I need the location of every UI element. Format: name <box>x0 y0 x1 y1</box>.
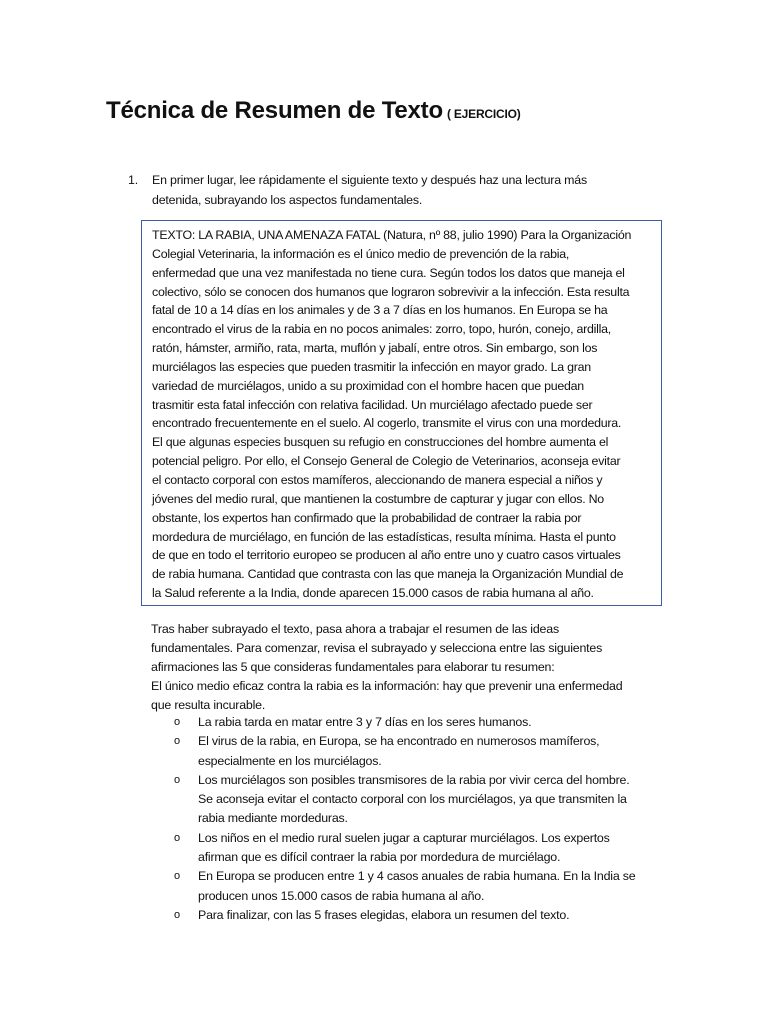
list-item <box>174 771 674 829</box>
text-line: la Salud referente a la India, donde aparecen 15.000 casos de rabia humana al año. <box>152 586 594 601</box>
list-item-text <box>198 713 674 732</box>
list-item-line: Los murciélagos son posibles transmisores de la rabia por vivir cerca del hombre. <box>198 772 630 787</box>
source-text-box <box>141 220 662 606</box>
list-item <box>174 829 674 868</box>
list-item-text <box>198 829 674 868</box>
step-instructions <box>152 170 652 210</box>
text-line: Colegial Veterinaria, la información es el único medio de prevención de la rabia, <box>152 246 570 261</box>
list-item <box>174 867 674 906</box>
text-line: encontrado el virus de la rabia en no pocos animales: zorro, topo, hurón, conejo, ardilla, <box>152 322 611 337</box>
bullet-marker-icon: o <box>174 735 180 748</box>
step-line: En primer lugar, lee rápidamente el siguiente texto y después haz una lectura más <box>152 173 587 187</box>
step-line: detenida, subrayando los aspectos fundamentales. <box>152 193 423 207</box>
list-item-text <box>198 906 674 925</box>
source-text <box>152 226 657 603</box>
list-item <box>174 713 674 732</box>
instruction-line: que resulta incurable. <box>151 698 266 712</box>
text-line: obstante, los expertos han confirmado que la probabilidad de contraer la rabia por <box>152 510 582 525</box>
bullet-marker-icon: o <box>174 773 180 786</box>
list-item-line: En Europa se producen entre 1 y 4 casos anuales de rabia humana. En la India se <box>198 869 636 884</box>
instruction-line: afirmaciones las 5 que consideras fundamentales para elaborar tu resumen: <box>151 660 555 674</box>
step-number: 1. <box>128 173 138 187</box>
text-line: el contacto corporal con estos mamíferos, aleccionando de manera especial a niños y <box>152 472 603 487</box>
list-item <box>174 732 674 771</box>
list-item-line: Para finalizar, con las 5 frases elegidas, elabora un resumen del texto. <box>198 907 570 922</box>
list-item-line: La rabia tarda en matar entre 3 y 7 días en los seres humanos. <box>198 715 532 729</box>
text-line: El que algunas especies busquen su refugio en construcciones del hombre aumenta el <box>152 435 609 450</box>
list-item-line: El virus de la rabia, en Europa, se ha encontrado en numerosos mamíferos, <box>198 734 600 749</box>
list-item-line: rabia mediante mordeduras. <box>198 811 348 826</box>
text-line: TEXTO: LA RABIA, UNA AMENAZA FATAL (Natura, nº 88, julio 1990) Para la Organización <box>152 228 632 242</box>
text-line: variedad de murciélagos, unido a su proximidad con el hombre hacen que puedan <box>152 378 584 393</box>
text-line: mordedura de murciélago, en función de las estadísticas, resulta mínima. Hasta el punto <box>152 529 616 544</box>
instruction-line: El único medio eficaz contra la rabia es la información: hay que prevenir una enfermedad <box>151 679 623 693</box>
text-line: murciélagos las especies que pueden trasmitir la infección en mayor grado. La gran <box>152 359 591 374</box>
list-item-text <box>198 867 674 906</box>
summary-instructions <box>151 620 671 715</box>
text-line: colectivo, sólo se conocen dos humanos que lograron sobrevivir a la infección. Esta resulta <box>152 284 630 299</box>
text-line: encontrado frecuentemente en el suelo. Al cogerlo, transmite el virus con una mordedura. <box>152 416 622 431</box>
bullet-marker-icon: o <box>174 908 180 921</box>
text-line: potencial peligro. Por ello, el Consejo General de Colegio de Veterinarios, aconseja evitar <box>152 454 621 469</box>
page-title <box>106 97 521 125</box>
title-subtitle: ( EJERCICIO) <box>446 107 521 121</box>
list-item-line: Se aconseja evitar el contacto corporal con los murciélagos, ya que transmiten la <box>198 792 627 807</box>
statement-list <box>174 713 674 925</box>
text-line: de rabia humana. Cantidad que contrasta con las que maneja la Organización Mundial de <box>152 567 624 582</box>
text-line: fatal de 10 a 14 días en los animales y de 3 a 7 días en los humanos. En Europa se ha <box>152 303 608 318</box>
list-item-line: producen unos 15.000 casos de rabia humana al año. <box>198 888 485 903</box>
text-line: trasmitir esta fatal infección con relativa facilidad. Un murciélago afectado puede ser <box>152 397 593 412</box>
list-item-text <box>198 732 674 771</box>
list-item-text <box>198 771 674 829</box>
title-main: Técnica de Resumen de Texto <box>106 97 443 124</box>
text-line: enfermedad que una vez manifestada no tiene cura. Según todos los datos que maneja el <box>152 265 625 280</box>
list-item-line: especialmente en los murciélagos. <box>198 753 382 768</box>
instruction-line: fundamentales. Para comenzar, revisa el subrayado y selecciona entre las siguientes <box>151 641 603 655</box>
list-item-line: Los niños en el medio rural suelen jugar a capturar murciélagos. Los expertos <box>198 830 610 845</box>
instruction-line: Tras haber subrayado el texto, pasa ahora a trabajar el resumen de las ideas <box>151 622 559 636</box>
text-line: jóvenes del medio rural, que mantienen la costumbre de capturar y jugar con ellos. No <box>152 491 604 506</box>
bullet-marker-icon: o <box>174 716 180 728</box>
list-item-line: afirman que es difícil contraer la rabia por mordedura de murciélago. <box>198 850 561 865</box>
text-line: ratón, hámster, armiño, rata, marta, muflón y jabalí, entre otros. Sin embargo, son los <box>152 341 598 356</box>
text-line: de que en todo el territorio europeo se producen al año entre uno y cuatro casos virtuales <box>152 548 621 563</box>
list-item <box>174 906 674 925</box>
bullet-marker-icon: o <box>174 831 180 844</box>
bullet-marker-icon: o <box>174 870 180 883</box>
